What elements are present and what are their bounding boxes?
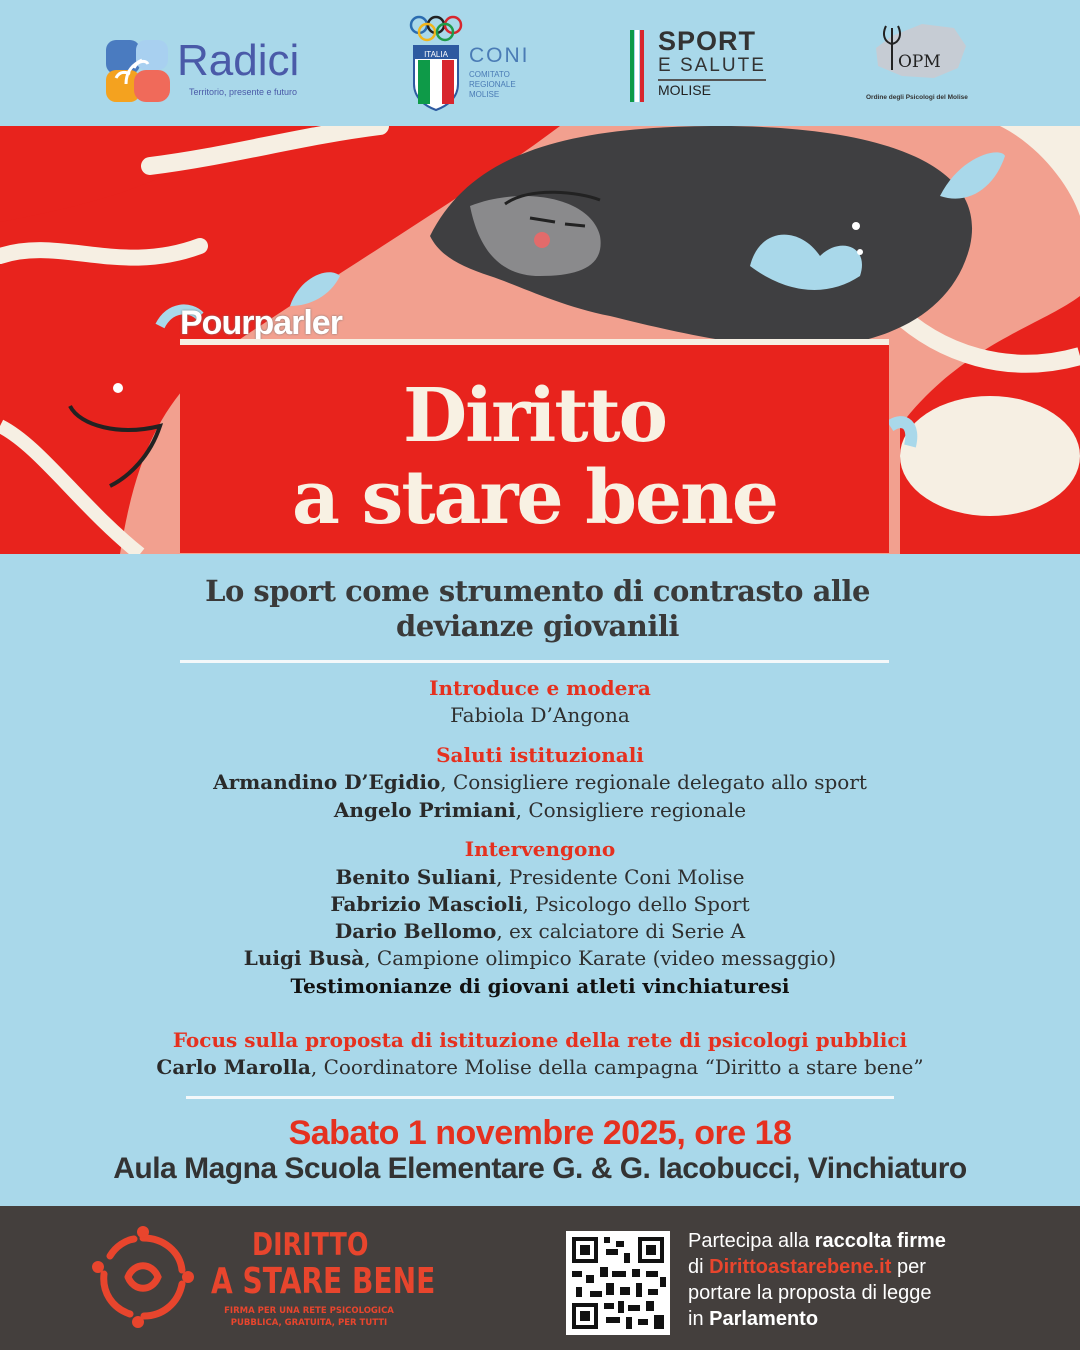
speaker-role: , Psicologo dello Sport [522,892,750,916]
speakers-item [100,919,980,943]
speaker-name: Dario Bellomo [334,919,497,943]
focus-item [100,1055,980,1079]
petition-call-to-action [688,1228,1028,1332]
sport-e-salute-logo [628,26,778,102]
campaign-title-line-2: A STARE BENE [211,1261,436,1302]
speaker-role: , Consigliere regionale [515,798,747,822]
speakers-heading: Intervengono [464,837,616,861]
radici-tagline: Territorio, presente e futuro [189,87,298,97]
event-date: Sabato 1 novembre 2025, ore 18 [288,1114,792,1152]
opm-name: Ordine degli Psicologi del Molise [866,94,968,101]
intro-name: Fabiola D’Angona [450,703,630,727]
cta-text: portare la proposta di legge [688,1282,932,1304]
speakers-item [100,865,980,889]
cta-text: Partecipa alla [688,1230,815,1252]
event-subtitle: Lo sport come strumento di contrasto alle devianze giovanili [205,574,870,643]
campaign-circle-icon [88,1222,198,1332]
divider-bottom [186,1096,894,1099]
coni-logo [405,14,545,114]
title-line-1: Diritto [402,373,667,459]
campaign-title-line-1: DIRITTO [252,1227,369,1263]
intro-heading: Introduce e modera [429,676,651,700]
greetings-item [100,770,980,794]
cta-emphasis: raccolta firme [814,1230,946,1252]
title-banner [180,345,889,553]
italian-flag-icon [628,30,648,102]
sport-line3: MOLISE [658,82,711,98]
cta-text: di [688,1256,710,1278]
sport-line2: E SALUTE [658,55,766,76]
campaign-tagline: FIRMA PER UNA RETE PSICOLOGICA PUBBLICA, GRATUITA, PER TUTTI [224,1306,394,1328]
focus-heading: Focus sulla proposta di istituzione della rete di psicologi pubblici [172,1028,908,1052]
speaker-name: Angelo Primiani [333,798,516,822]
speakers-item [100,946,980,970]
campaign-website-link[interactable]: Dirittoastarebene.it [709,1256,892,1278]
greetings-heading: Saluti istituzionali [436,743,644,767]
title-line-2: a stare bene [291,455,778,541]
opm-logo [862,18,982,106]
coni-name: CONI [469,44,530,67]
speaker-role: , Campione olimpico Karate (video messaggio) [364,946,837,970]
brand-pourparler: Pourparler [180,304,342,342]
divider-top [180,660,889,663]
speaker-role: , Presidente Coni Molise [496,865,745,889]
sport-divider [658,79,766,81]
radici-name: Radici [177,36,300,85]
greetings-item [100,798,980,822]
sport-line1: SPORT [658,26,757,56]
testimonials: Testimonianze di giovani atleti vinchiaturesi [290,974,790,998]
qr-code-icon[interactable] [566,1231,670,1335]
radici-mark-icon [104,40,174,106]
footer [0,1206,1080,1350]
partner-logos [0,0,1080,126]
speaker-role: , ex calciatore di Serie A [496,919,746,943]
opm-mark: OPM [898,52,941,72]
cta-emphasis: Parlamento [709,1308,819,1330]
coni-badge: ITALIA [424,50,448,59]
speaker-role: , Coordinatore Molise della campagna “Diritto a stare bene” [310,1055,924,1079]
radici-logo [104,38,324,108]
speakers-item [100,892,980,916]
speaker-name: Armandino D’Egidio [213,770,441,794]
olympic-rings-icon [405,14,467,112]
speaker-name: Carlo Marolla [156,1055,311,1079]
coni-subtitle: COMITATO REGIONALE MOLISE [469,70,516,99]
speaker-name: Benito Suliani [335,865,497,889]
event-venue: Aula Magna Scuola Elementare G. & G. Iacobucci, Vinchiaturo [113,1152,967,1185]
speaker-name: Fabrizio Mascioli [330,892,523,916]
speaker-name: Luigi Busà [243,946,365,970]
cta-text: in [688,1308,710,1330]
speaker-role: , Consigliere regionale delegato allo sport [440,770,867,794]
cta-text: per [891,1256,926,1278]
